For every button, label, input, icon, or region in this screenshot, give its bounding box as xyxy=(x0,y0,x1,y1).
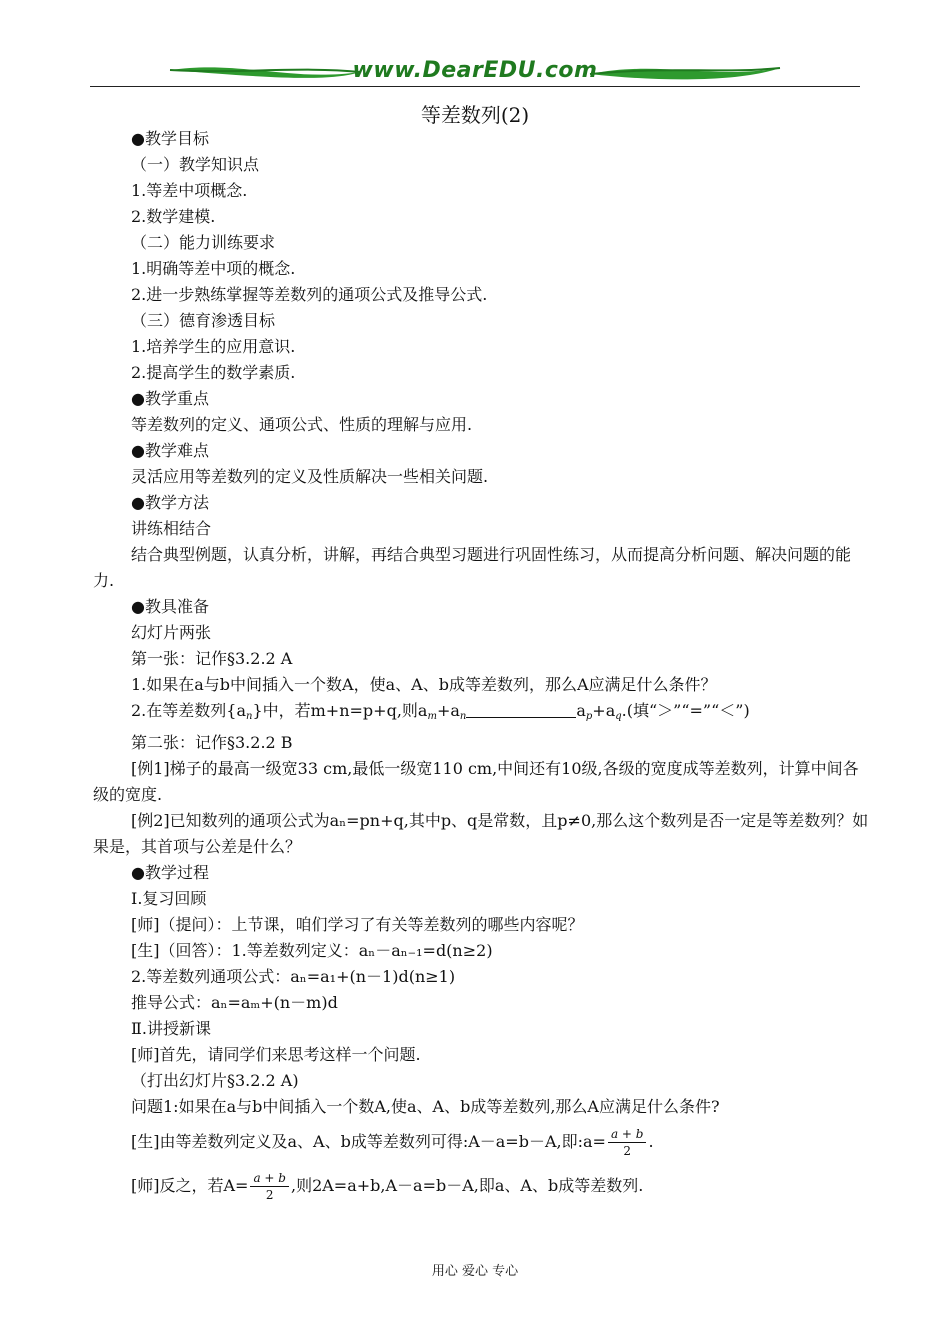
tools-text: 幻灯片两张 xyxy=(131,623,212,642)
q2-part-e: +a xyxy=(592,701,616,720)
review-derive: 推导公式：aₙ=aₘ+(n－m)d xyxy=(131,993,338,1012)
slide2-heading: 第二张：记作§3.2.2 B xyxy=(131,733,293,752)
slide1-question-1: 1.如果在a与b中间插入一个数A，使a、A、b成等差数列，那么A应满足什么条件？ xyxy=(131,675,717,694)
example-2: [例2]已知数列的通项公式为aₙ=pn+q,其中p、q是常数，且p≠0,那么这个数列是否一定是等差数列？如果是，其首项与公差是什么？ xyxy=(93,811,869,856)
answer-blank xyxy=(466,703,576,718)
header-rule xyxy=(90,86,860,87)
difficulty-heading: ●教学难点 xyxy=(131,441,209,460)
knowledge-heading: （一）教学知识点 xyxy=(131,155,260,174)
new-lesson-heading: Ⅱ.讲授新课 xyxy=(131,1019,211,1038)
example-1: [例1]梯子的最高一级宽33 cm,最低一级宽110 cm,中间还有10级,各级的宽度成等差数列，计算中间各级的宽度. xyxy=(93,759,859,804)
q2-part-b: }中，若m+n=p+q,则a xyxy=(252,701,428,720)
key-heading: ●教学重点 xyxy=(131,389,209,408)
q2-part-d: a xyxy=(576,701,586,720)
review-student: [生]（回答）：1.等差数列定义：aₙ－aₙ₋₁=d(n≥2) xyxy=(131,941,493,960)
key-text: 等差数列的定义、通项公式、性质的理解与应用. xyxy=(131,415,473,434)
moral-item-2: 2.提高学生的数学素质. xyxy=(131,363,296,382)
review-heading: Ⅰ.复习回顾 xyxy=(131,889,207,908)
moral-item-1: 1.培养学生的应用意识. xyxy=(131,337,296,356)
difficulty-text: 灵活应用等差数列的定义及性质解决一些相关问题. xyxy=(131,467,489,486)
document-body xyxy=(93,126,871,1208)
slide1-heading: 第一张：记作§3.2.2 A xyxy=(131,649,293,668)
process-heading: ●教学过程 xyxy=(131,863,209,882)
teacher-converse-text-a: [师]反之，若A= xyxy=(131,1176,249,1195)
page-footer: 用心 爱心 专心 xyxy=(431,1264,519,1279)
knowledge-item-1: 1.等差中项概念. xyxy=(131,181,248,200)
q2-part-f: .(填“＞”“=”“＜”) xyxy=(621,701,750,720)
q2-part-c: +a xyxy=(436,701,460,720)
goals-heading: ●教学目标 xyxy=(131,129,209,148)
method-heading: ●教学方法 xyxy=(131,493,209,512)
page-title: 等差数列(2) xyxy=(420,103,530,127)
student-answer: [生]由等差数列定义及a、A、b成等差数列可得:A－a=b－A,即:a= $\frac{a + b}{2}$ . xyxy=(131,1127,654,1158)
moral-heading: （三）德育渗透目标 xyxy=(131,311,276,330)
review-teacher: [师]（提问）：上节课，咱们学习了有关等差数列的哪些内容呢？ xyxy=(131,915,584,934)
slide1-question-2: 2.在等差数列$\{a_n\}$中，若m+n=p+q,则$a_m+a_n$ $a_p+a_q$.(填“＞”“=”“＜”) xyxy=(131,701,750,722)
ability-item-1: 1.明确等差中项的概念. xyxy=(131,259,296,278)
fraction-a-plus-b-over-2: $\frac{a + b}{2}$ xyxy=(608,1126,647,1159)
q2-part-a: 2.在等差数列{a xyxy=(131,701,246,720)
logo-text: www.DearEDU.com xyxy=(352,58,598,83)
knowledge-item-2: 2.数学建模. xyxy=(131,207,216,226)
student-answer-text: [生]由等差数列定义及a、A、b成等差数列可得:A－a=b－A,即:a= xyxy=(131,1132,606,1151)
fraction-a-plus-b-over-2-second: $\frac{a + b}{2}$ xyxy=(250,1170,289,1203)
new-slide: （打出幻灯片§3.2.2 A) xyxy=(131,1071,299,1090)
teacher-converse-text-b: ,则2A=a+b,A－a=b－A,即a、A、b成等差数列. xyxy=(290,1176,644,1195)
ability-item-2: 2.进一步熟练掌握等差数列的通项公式及推导公式. xyxy=(131,285,488,304)
problem-1: 问题1:如果在a与b中间插入一个数A,使a、A、b成等差数列,那么A应满足什么条件? xyxy=(131,1097,720,1116)
ability-heading: （二）能力训练要求 xyxy=(131,233,276,252)
teacher-converse xyxy=(131,1164,871,1208)
tools-heading: ●教具准备 xyxy=(131,597,209,616)
header-banner xyxy=(90,52,860,100)
method-description: 结合典型例题，认真分析，讲解，再结合典型习题进行巩固性练习，从而提高分析问题、解决问题的能力. xyxy=(93,545,852,590)
new-teacher: [师]首先，请同学们来思考这样一个问题. xyxy=(131,1045,421,1064)
method-text: 讲练相结合 xyxy=(131,519,212,538)
review-formula: 2.等差数列通项公式：aₙ=a₁+(n－1)d(n≥1) xyxy=(131,967,456,986)
